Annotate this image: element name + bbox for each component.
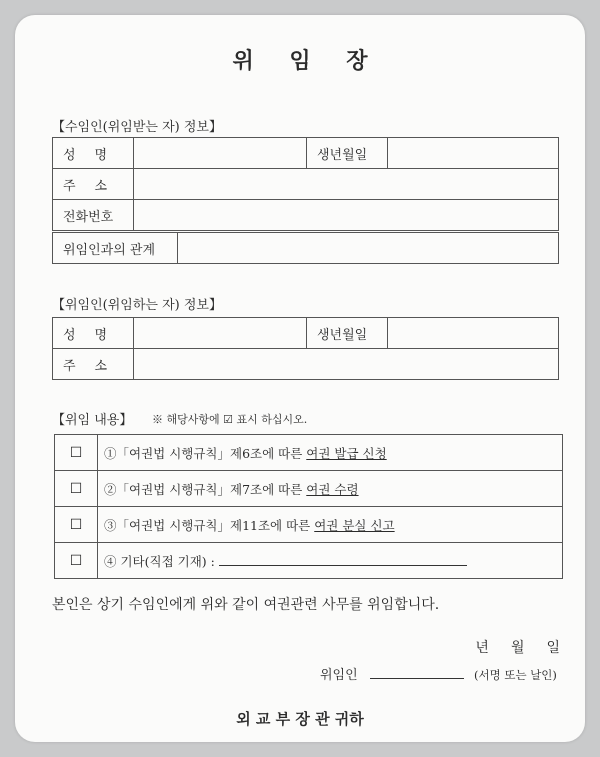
delegate-info-table — [52, 137, 559, 231]
section-heading-delegate: 【수임인(위임받는 자) 정보】 — [52, 120, 222, 135]
phone-label: 전화번호 — [53, 200, 134, 231]
signature-line — [320, 664, 557, 683]
document-title: 위 임 장 — [232, 48, 382, 74]
other-input-line[interactable] — [219, 565, 467, 566]
addressee-footer: 외 교 부 장 관 귀하 — [236, 710, 364, 728]
name-label: 성 명 — [53, 138, 134, 169]
birth-label: 생년월일 — [307, 318, 388, 349]
item-4-text: ④ 기타(직접 기재) : — [98, 543, 563, 579]
birth-label: 생년월일 — [307, 138, 388, 169]
date-day-label: 일 — [546, 640, 560, 656]
delegate-birth-field[interactable] — [388, 138, 559, 169]
signature-label: 위임인 — [320, 668, 358, 683]
item-2-checkbox[interactable]: ☐ — [55, 471, 98, 507]
section-heading-content: 【위임 내용】 — [52, 413, 133, 428]
date-month-label: 월 — [510, 640, 525, 656]
delegator-info-table — [52, 317, 559, 380]
delegation-statement: 본인은 상기 수임인에게 위와 같이 여권관련 사무를 위임합니다. — [52, 597, 440, 613]
section-heading-delegator: 【위임인(위임하는 자) 정보】 — [52, 298, 222, 313]
item-3-checkbox[interactable]: ☐ — [55, 507, 98, 543]
relation-label: 위임인과의 관계 — [53, 233, 178, 264]
item-1-checkbox[interactable]: ☐ — [55, 435, 98, 471]
item-4-checkbox[interactable]: ☐ — [55, 543, 98, 579]
delegator-address-field[interactable] — [134, 349, 559, 380]
item-3-text: ③「여권법 시행규칙」제11조에 따른 여권 분실 신고 — [98, 507, 563, 543]
delegate-phone-field[interactable] — [134, 200, 559, 231]
date-line — [453, 637, 560, 657]
signature-note: (서명 또는 날인) — [473, 668, 557, 682]
address-label: 주 소 — [53, 349, 134, 380]
relation-field[interactable] — [178, 233, 559, 264]
name-label: 성 명 — [53, 318, 134, 349]
delegate-address-field[interactable] — [134, 169, 559, 200]
delegation-items-table — [54, 434, 563, 579]
address-label: 주 소 — [53, 169, 134, 200]
delegator-birth-field[interactable] — [388, 318, 559, 349]
delegator-name-field[interactable] — [134, 318, 307, 349]
delegate-name-field[interactable] — [134, 138, 307, 169]
signature-field[interactable] — [370, 678, 464, 679]
item-2-text: ②「여권법 시행규칙」제7조에 따른 여권 수령 — [98, 471, 563, 507]
item-1-text: ①「여권법 시행규칙」제6조에 따른 여권 발급 신청 — [98, 435, 563, 471]
relation-table — [52, 232, 559, 264]
check-note: ※ 해당사항에 ☑ 표시 하십시오. — [152, 413, 308, 426]
date-year-label: 년 — [475, 640, 489, 656]
